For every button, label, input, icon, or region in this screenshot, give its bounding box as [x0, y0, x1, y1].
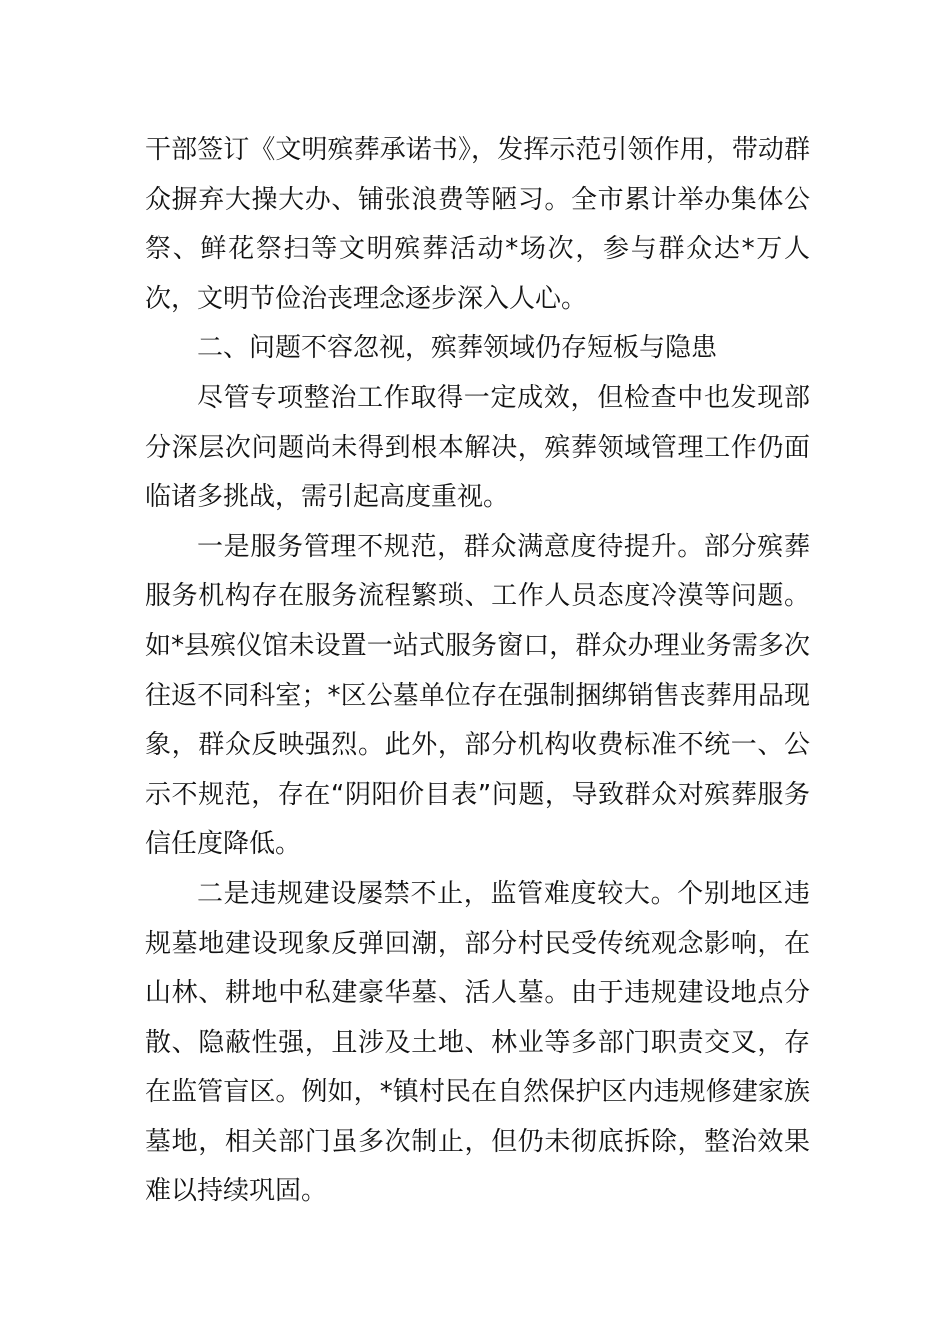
paragraph-issue-one: 一是服务管理不规范，群众满意度待提升。部分殡葬服务机构存在服务流程繁琐、工作人员态度冷漠等问题。如*县殡仪馆未设置一站式服务窗口，群众办理业务需多次往返不同科室；*区公墓单位存在强制捆绑销售丧葬用品现象，群众反映强烈。此外，部分机构收费标准不统一、公示不规范，存在“阴阳价目表”问题，导致群众对殡葬服务信任度降低。	[145, 531, 810, 860]
document-body	[145, 126, 810, 1217]
paragraph-continued: 干部签订《文明殡葬承诺书》，发挥示范引领作用，带动群众摒弃大操大办、铺张浪费等陋习。全市累计举办集体公祭、鲜花祭扫等文明殡葬活动*场次，参与群众达*万人次，文明节俭治丧理念逐步深入人心。	[145, 135, 810, 314]
section-heading: 二、问题不容忽视，殡葬领域仍存短板与隐患	[197, 333, 718, 364]
paragraph-issue-two: 二是违规建设屡禁不止，监管难度较大。个别地区违规墓地建设现象反弹回潮，部分村民受传统观念影响，在山林、耕地中私建豪华墓、活人墓。由于违规建设地点分散、隐蔽性强，且涉及土地、林业等多部门职责交叉，存在监管盲区。例如，*镇村民在自然保护区内违规修建家族墓地，相关部门虽多次制止，但仍未彻底拆除，整治效果难以持续巩固。	[145, 878, 810, 1207]
paragraph-intro: 尽管专项整治工作取得一定成效，但检查中也发现部分深层次问题尚未得到根本解决，殡葬领域管理工作仍面临诸多挑战，需引起高度重视。	[145, 382, 810, 513]
